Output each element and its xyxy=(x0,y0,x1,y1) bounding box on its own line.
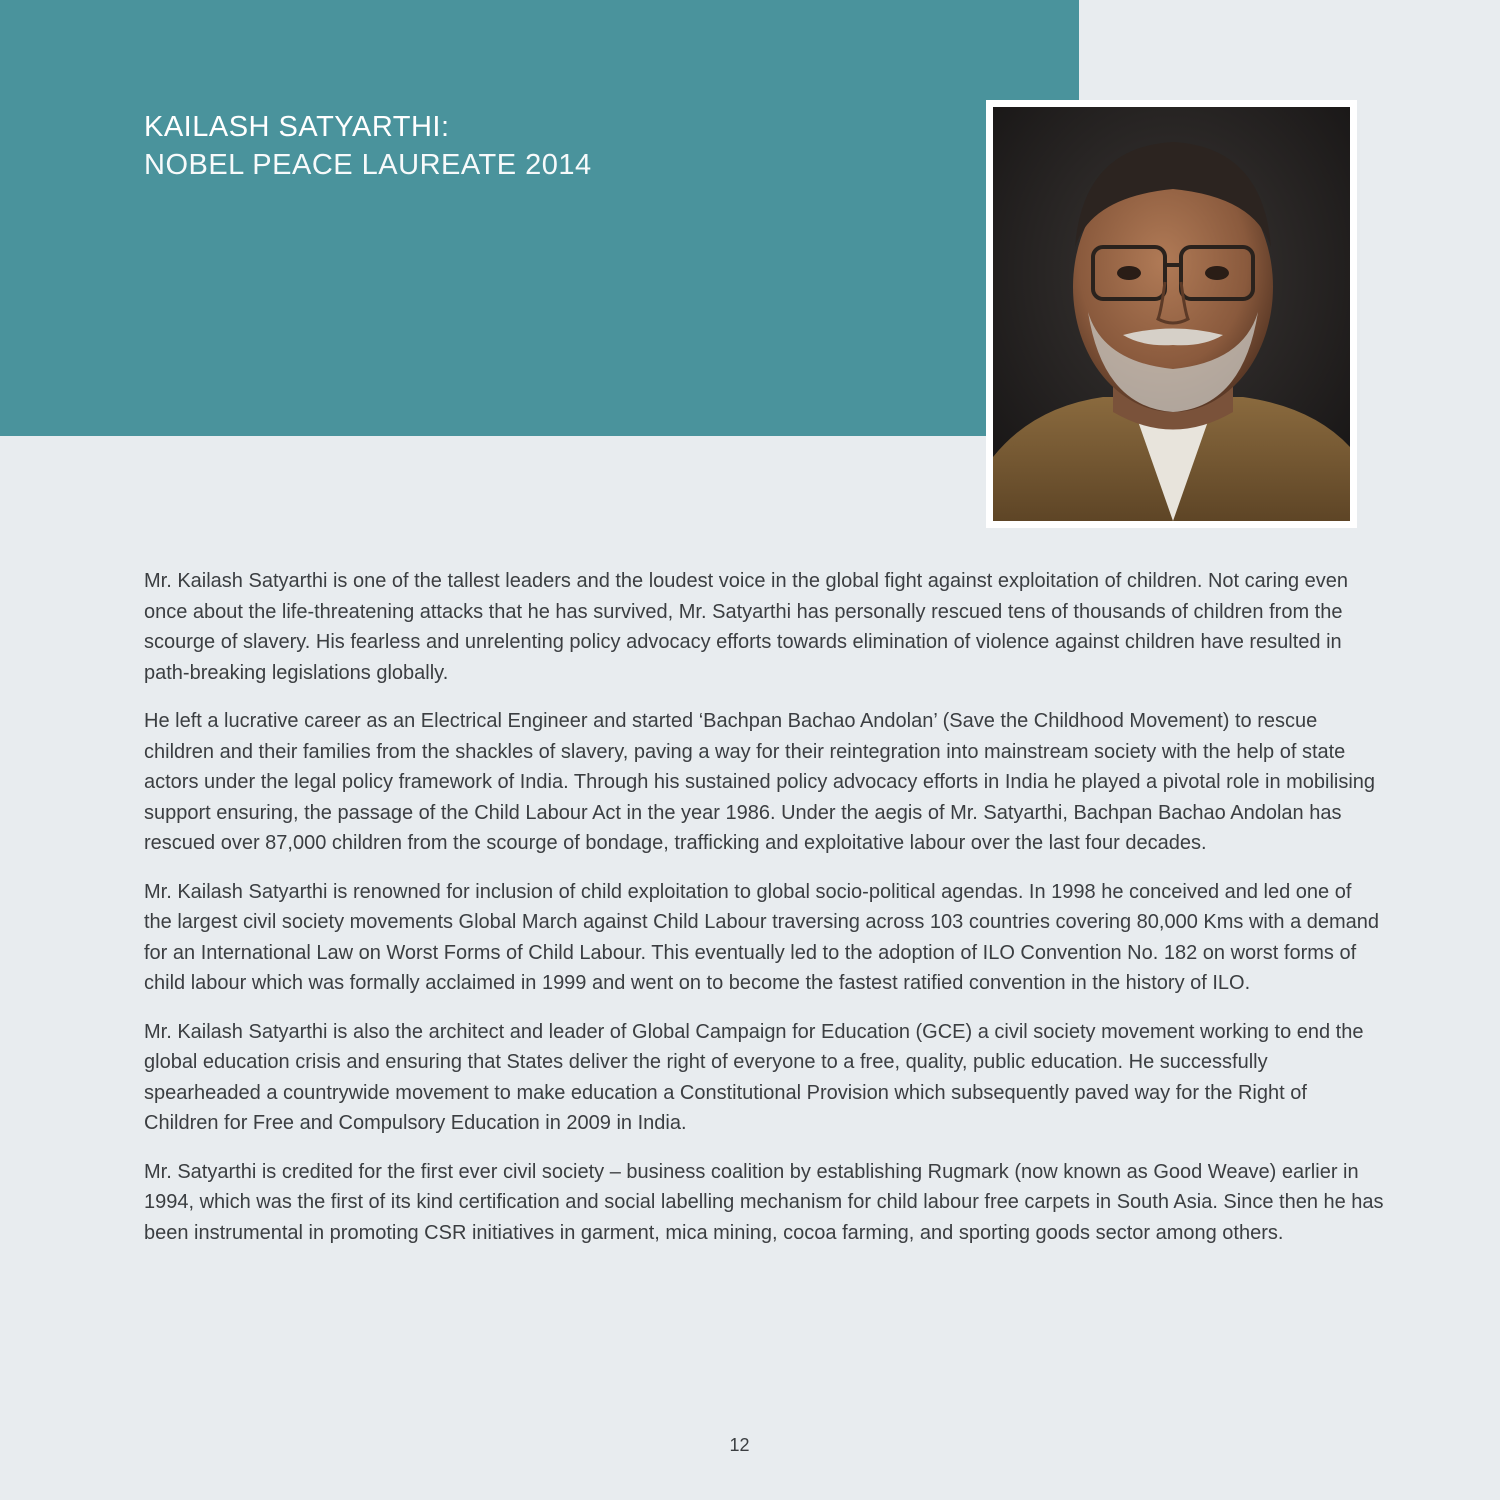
paragraph: Mr. Satyarthi is credited for the first ever civil society – business coalition by establishing Rugmark (now known as Good Weave) earlier in 1994, which was the first of its kind certification and social labelling mechanism for child labour free carpets in South Asia. Since then he has been instrumental in promoting CSR initiatives in garment, mica mining, cocoa farming, and sporting goods sector among others. xyxy=(144,1160,1384,1244)
portrait-photo-icon xyxy=(993,107,1350,521)
biography-text xyxy=(144,566,1384,1266)
page-title xyxy=(144,108,592,184)
title-name: KAILASH SATYARTHI: xyxy=(144,111,450,143)
paragraph: Mr. Kailash Satyarthi is one of the tallest leaders and the loudest voice in the global fight against exploitation of children. Not caring even once about the life-threatening attacks that he has survived, Mr. Satyarthi has personally rescued tens of thousands of children from the scourge of slavery. His fearless and unrelenting policy advocacy efforts towards elimination of violence against children have resulted in path-breaking legislations globally. xyxy=(144,570,1349,684)
paragraph: Mr. Kailash Satyarthi is also the architect and leader of Global Campaign for Education (GCE) a civil society movement working to end the global education crisis and ensuring that States deliver the right of everyone to a free, quality, public education. He successfully spearheaded a countrywide movement to make education a Constitutional Provision which subsequently paved way for the Right of Children for Free and Compulsory Education in 2009 in India. xyxy=(144,1020,1364,1134)
paragraph: He left a lucrative career as an Electrical Engineer and started ‘Bachpan Bachao Andolan’ (Save the Childhood Movement) to rescue children and their families from the shackles of slavery, paving a way for their reintegration into mainstream society with the help of state actors under the legal policy framework of India. Through his sustained policy advocacy efforts in India he played a pivotal role in mobilising support ensuring, the passage of the Child Labour Act in the year 1986. Under the aegis of Mr. Satyarthi, Bachpan Bachao Andolan has rescued over 87,000 children from the scourge of bondage, trafficking and exploitative labour over the last four decades. xyxy=(144,710,1376,854)
paragraph: Mr. Kailash Satyarthi is renowned for inclusion of child exploitation to global socio-political agendas. In 1998 he conceived and led one of the largest civil society movements Global March against Child Labour traversing across 103 countries covering 80,000 Kms with a demand for an International Law on Worst Forms of Child Labour. This eventually led to the adoption of ILO Convention No. 182 on worst forms of child labour which was formally acclaimed in 1999 and went on to become the fastest ratified convention in the history of ILO. xyxy=(144,880,1380,994)
title-subtitle: NOBEL PEACE LAUREATE 2014 xyxy=(144,149,592,181)
header-band xyxy=(0,0,1079,436)
page-number: 12 xyxy=(729,1435,750,1455)
portrait-frame xyxy=(986,100,1357,528)
